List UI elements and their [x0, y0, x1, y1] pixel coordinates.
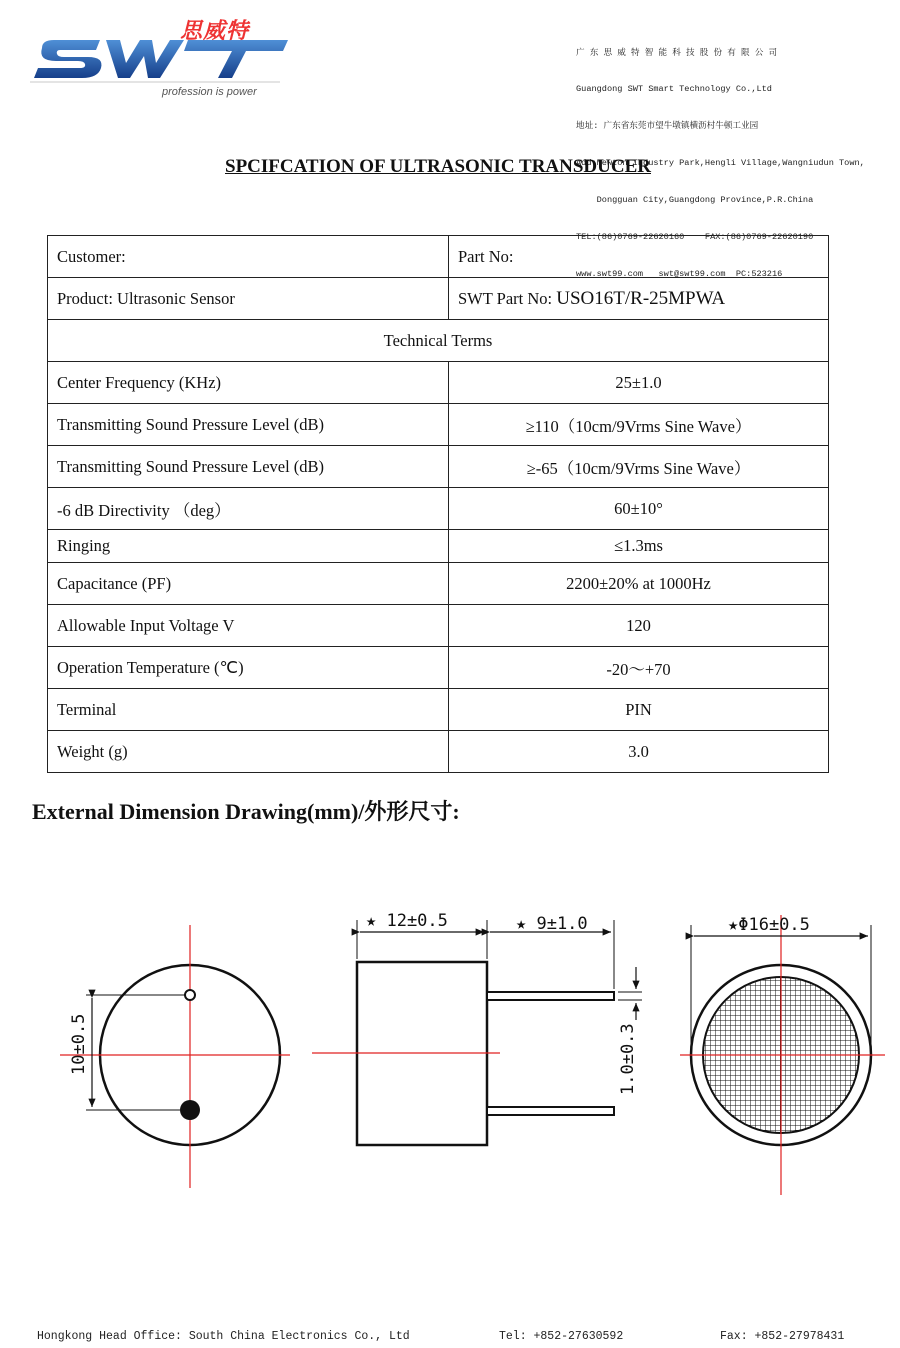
table-row: [48, 689, 829, 731]
param-name: Allowable Input Voltage V: [48, 605, 449, 647]
rear-view: [680, 915, 885, 1195]
logo-chinese-name: 思威特: [180, 19, 250, 44]
table-row: [48, 278, 829, 320]
pin-hole-icon: [185, 990, 195, 1000]
part-no-cell: Part No:: [449, 236, 829, 278]
param-name: Center Frequency (KHz): [48, 362, 449, 404]
company-line: Dongguan City,Guangdong Province,P.R.China: [576, 195, 814, 206]
param-name: Weight (g): [48, 731, 449, 773]
footer-office: Hongkong Head Office: South China Electronics Co., Ltd: [37, 1330, 410, 1343]
table-row: [48, 362, 829, 404]
footer-tel: Tel: +852-27630592: [499, 1330, 624, 1343]
pin-upper: [487, 992, 614, 1000]
param-value: PIN: [449, 689, 829, 731]
param-value: ≥-65（10cm/9Vrms Sine Wave）: [449, 446, 829, 488]
pin-length-dimension-label: ★ 9±1.0: [516, 914, 588, 934]
logo-tagline: profession is power: [162, 86, 257, 98]
param-name: Capacitance (PF): [48, 563, 449, 605]
company-line: Guangdong SWT Smart Technology Co.,Ltd: [576, 84, 772, 95]
param-value: 2200±20% at 1000Hz: [449, 563, 829, 605]
table-row: [48, 236, 829, 278]
table-row: [48, 488, 829, 530]
customer-cell: Customer:: [48, 236, 449, 278]
param-value: ≥110（10cm/9Vrms Sine Wave）: [449, 404, 829, 446]
document-title: SPCIFCATION OF ULTRASONIC TRANSDUCER: [225, 156, 651, 177]
side-view: [312, 911, 642, 1145]
param-name: Transmitting Sound Pressure Level (dB): [48, 404, 449, 446]
table-row: [48, 404, 829, 446]
company-line: 地址: 广东省东莞市望牛墩镇横沥村牛顿工业园: [576, 121, 759, 132]
param-value: 25±1.0: [449, 362, 829, 404]
param-value: 120: [449, 605, 829, 647]
dimension-section-title: External Dimension Drawing(mm)/外形尺寸:: [32, 799, 460, 824]
pin-lower: [487, 1107, 614, 1115]
param-name: Operation Temperature (℃): [48, 647, 449, 689]
pitch-dimension-label: 10±0.5: [69, 1013, 89, 1075]
table-row: [48, 731, 829, 773]
table-section-header-row: [48, 320, 829, 362]
param-value: ≤1.3ms: [449, 530, 829, 563]
product-cell: Product: Ultrasonic Sensor: [48, 278, 449, 320]
param-name: Ringing: [48, 530, 449, 563]
diameter-dimension-label: ★Φ16±0.5: [728, 915, 810, 935]
company-logo: [30, 8, 300, 103]
footer-fax: Fax: +852-27978431: [720, 1330, 845, 1343]
param-value: 3.0: [449, 731, 829, 773]
table-row: [48, 446, 829, 488]
pin-dimension-label: 1.0±0.3: [618, 1023, 638, 1095]
dimension-drawing: [40, 895, 890, 1205]
spec-table: [47, 235, 829, 773]
company-line: www.swt99.com swt@swt99.com PC:523216: [576, 268, 783, 279]
param-name: -6 dB Directivity （deg）: [48, 488, 449, 530]
param-name: Terminal: [48, 689, 449, 731]
param-value: 60±10°: [449, 488, 829, 530]
table-row: [48, 647, 829, 689]
param-value: -20～+70: [449, 647, 829, 689]
company-line: TEL:(86)0769-22620160 FAX:(86)0769-22620190: [576, 232, 814, 243]
height-dimension-label: ★ 12±0.5: [366, 911, 448, 931]
param-name: Transmitting Sound Pressure Level (dB): [48, 446, 449, 488]
company-line: Add:Newton Industry Park,Hengli Village,Wangniudun Town,: [576, 158, 865, 169]
front-view: [60, 925, 290, 1188]
swt-part-label: SWT Part No:: [458, 288, 557, 308]
swt-part-no-cell: [449, 278, 829, 320]
table-row: [48, 563, 829, 605]
table-row: [48, 605, 829, 647]
table-row: [48, 530, 829, 563]
pin-solid-icon: [180, 1100, 200, 1120]
company-line: 广 东 思 威 特 智 能 科 技 股 份 有 限 公 司: [576, 47, 778, 58]
technical-terms-header: Technical Terms: [48, 320, 829, 362]
swt-part-value: USO16T/R-25MPWA: [556, 287, 726, 309]
